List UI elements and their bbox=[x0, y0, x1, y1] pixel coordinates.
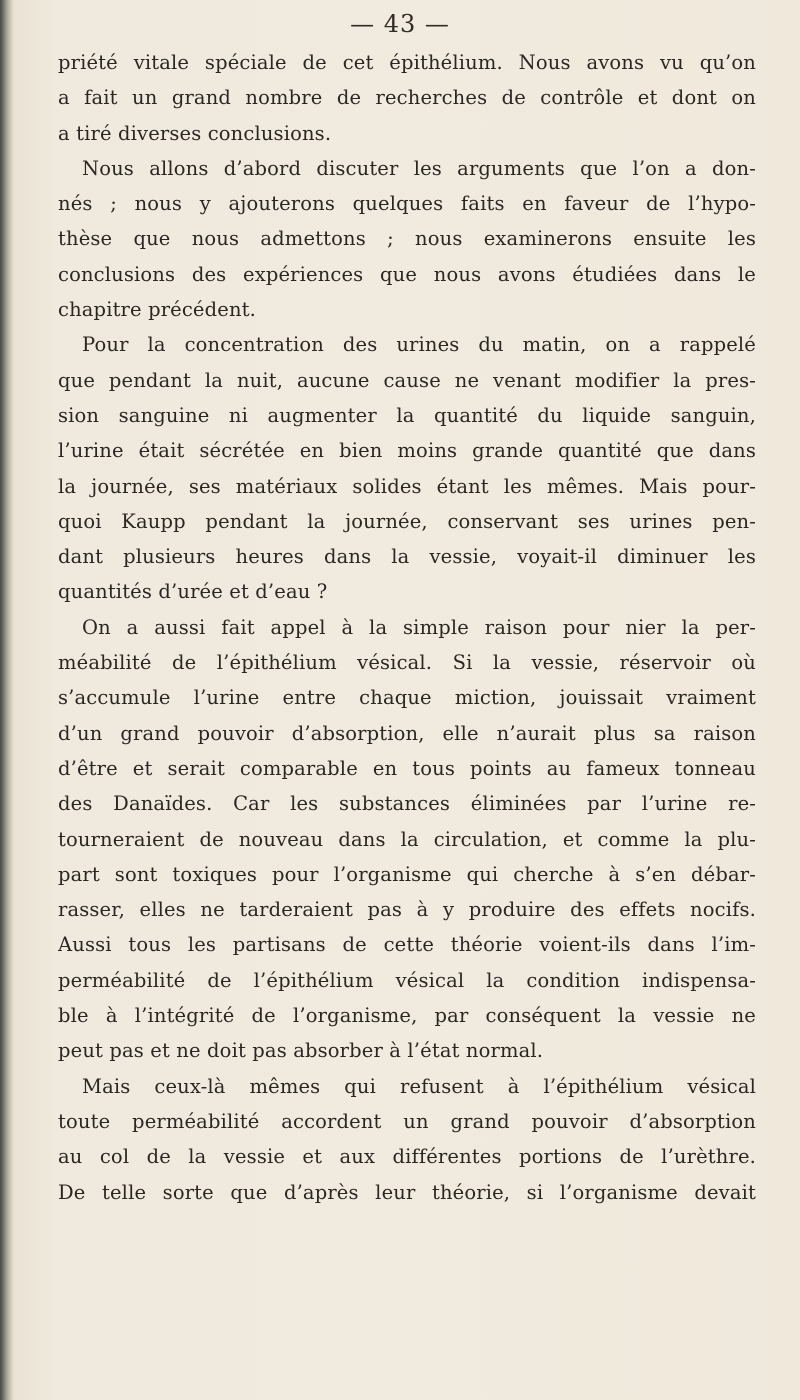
text-line: s’accumule l’urine entre chaque miction, jouissait vraiment bbox=[58, 686, 756, 710]
text-line: sion sanguine ni augmenter la quantité du liquide sanguin, bbox=[58, 403, 756, 427]
text-line: Nous allons d’abord discuter les arguments que l’on a don- bbox=[82, 156, 756, 180]
text-line: toute perméabilité accordent un grand pouvoir d’absorption bbox=[58, 1109, 756, 1133]
text-line: Aussi tous les partisans de cette théorie voient-ils dans l’im- bbox=[58, 933, 756, 957]
text-line: des Danaïdes. Car les substances éliminées par l’urine re- bbox=[58, 792, 756, 816]
text-line: rasser, elles ne tarderaient pas à y produire des effets nocifs. bbox=[58, 898, 756, 922]
text-line: dant plusieurs heures dans la vessie, voyait-il diminuer les bbox=[58, 545, 756, 569]
text-line: On a aussi fait appel à la simple raison pour nier la per- bbox=[82, 615, 756, 639]
text-line: méabilité de l’épithélium vésical. Si la vessie, réservoir où bbox=[58, 651, 756, 675]
text-line: chapitre précédent. bbox=[58, 298, 256, 322]
text-line: peut pas et ne doit pas absorber à l’état normal. bbox=[58, 1039, 544, 1063]
binding-edge bbox=[0, 0, 14, 1400]
text-line: quantités d’urée et d’eau ? bbox=[58, 580, 328, 604]
text-line: quoi Kaupp pendant la journée, conservant ses urines pen- bbox=[58, 509, 756, 533]
text-line: priété vitale spéciale de cet épithélium. Nous avons vu qu’on bbox=[58, 51, 756, 74]
text-line: a fait un grand nombre de recherches de contrôle et dont on bbox=[58, 86, 756, 110]
text-line: d’être et serait comparable en tous points au fameux tonneau bbox=[58, 756, 756, 780]
text-line: perméabilité de l’épithélium vésical la condition indispensa- bbox=[58, 968, 756, 992]
body-text bbox=[58, 45, 756, 1210]
text-line: d’un grand pouvoir d’absorption, elle n’aurait plus sa raison bbox=[58, 721, 756, 745]
text-line: au col de la vessie et aux différentes portions de l’urèthre. bbox=[58, 1145, 756, 1169]
text-line: la journée, ses matériaux solides étant les mêmes. Mais pour- bbox=[58, 474, 756, 498]
text-line: part sont toxiques pour l’organisme qui cherche à s’en débar- bbox=[58, 862, 756, 886]
text-line: ble à l’intégrité de l’organisme, par conséquent la vessie ne bbox=[58, 1004, 756, 1028]
text-line: nés ; nous y ajouterons quelques faits en faveur de l’hypo- bbox=[58, 192, 756, 216]
text-line: l’urine était sécrétée en bien moins grande quantité que dans bbox=[58, 439, 756, 463]
text-line: que pendant la nuit, aucune cause ne venant modifier la pres- bbox=[58, 368, 756, 392]
text-line: Pour la concentration des urines du matin, on a rappelé bbox=[82, 333, 756, 357]
text-line: tourneraient de nouveau dans la circulation, et comme la plu- bbox=[58, 827, 756, 851]
text-line: conclusions des expériences que nous avons étudiées dans le bbox=[58, 262, 756, 286]
text-line: De telle sorte que d’après leur théorie, si l’organisme devait bbox=[58, 1180, 756, 1204]
page-number: — 43 — bbox=[350, 10, 450, 38]
text-line: thèse que nous admettons ; nous examinerons ensuite les bbox=[58, 227, 756, 251]
text-line: Mais ceux-là mêmes qui refusent à l’épithélium vésical bbox=[82, 1074, 756, 1098]
text-line: a tiré diverses conclusions. bbox=[58, 121, 332, 145]
